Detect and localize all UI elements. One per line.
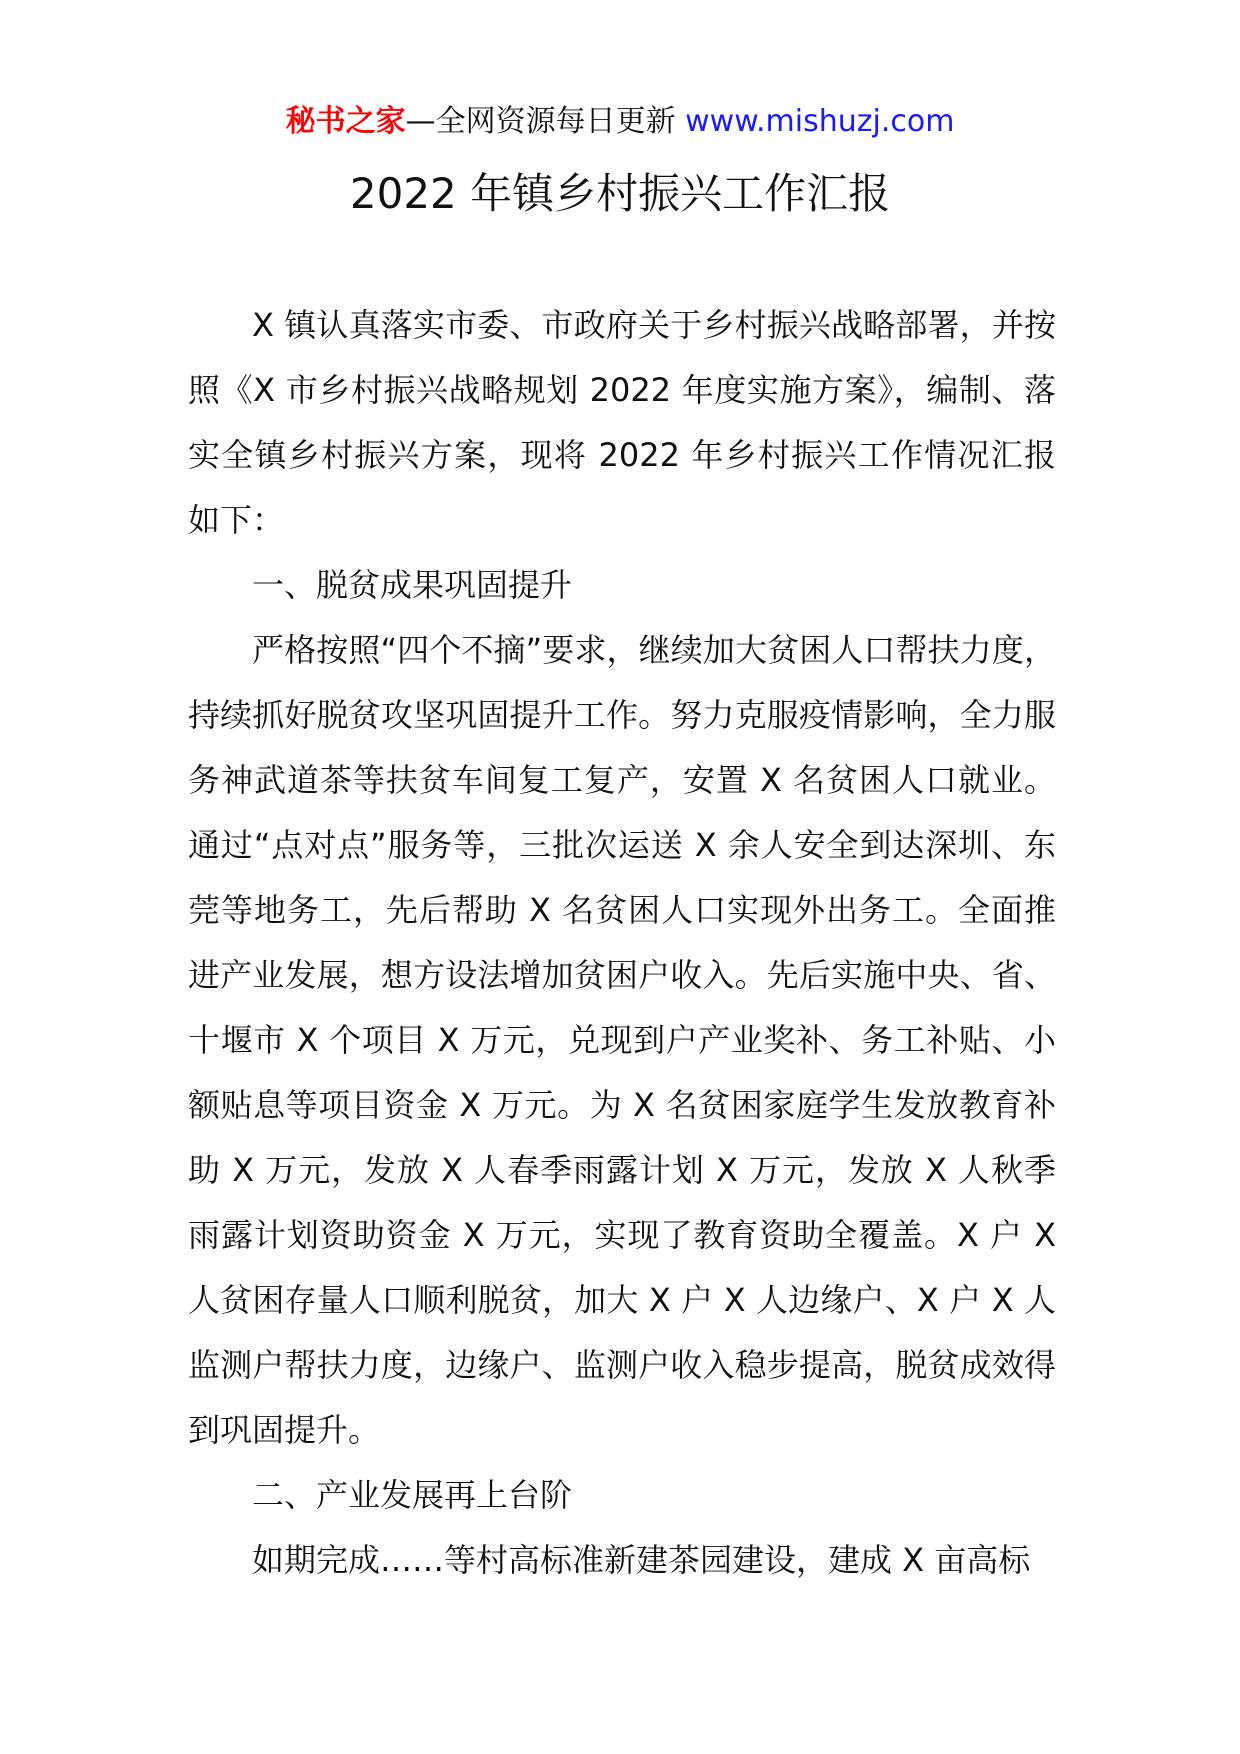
section-heading-1: 一、脱贫成果巩固提升 [252, 566, 573, 604]
section-2-paragraph: 如期完成……等村高标准新建茶园建设，建成 X 亩高标 [252, 1541, 1031, 1579]
document-title: 2022 年镇乡村振兴工作汇报 [349, 169, 891, 218]
site-tagline: —全网资源每日更新 [405, 104, 686, 139]
section-1-paragraph: 严格按照“四个不摘”要求，继续加大贫困人口帮扶力度，持续抓好脱贫攻坚巩固提升工作。努力克服疫情影响，全力服务神武道茶等扶贫车间复工复产，安置 X 名贫困人口就业。通过“点对点”服务等，三批次运送 X 余人安全到达深圳、东莞等地务工，先后帮助 X 名贫困人口实现外出务工。全面推进产业发展，想方设法增加贫困户收入。先后实施中央、省、十堰市 X 个项目 X 万元，兑现到户产业奖补、务工补贴、小额贴息等项目资金 X 万元。为 X 名贫困家庭学生发放教育补助 X 万元，发放 X 人春季雨露计划 X 万元，发放 X 人秋季雨露计划资助资金 X 万元，实现了教育资助全覆盖。X 户 X 人贫困存量人口顺利脱贫，加大 X 户 X 人边缘户、X 户 X 人监测户帮扶力度，边缘户、监测户收入稳步提高，脱贫成效得到巩固提升。 [188, 631, 1056, 1449]
intro-paragraph: X 镇认真落实市委、市政府关于乡村振兴战略部署，并按照《X 市乡村振兴战略规划 2022 年度实施方案》，编制、落实全镇乡村振兴方案，现将 2022 年乡村振兴工作情况汇报如下： [188, 306, 1056, 539]
brand-name: 秘书之家 [285, 104, 406, 139]
document-body [188, 293, 1056, 1593]
section-heading-2: 二、产业发展再上台阶 [252, 1476, 573, 1514]
site-header [0, 100, 1240, 144]
site-url[interactable]: www.mishuzj.com [685, 104, 955, 139]
